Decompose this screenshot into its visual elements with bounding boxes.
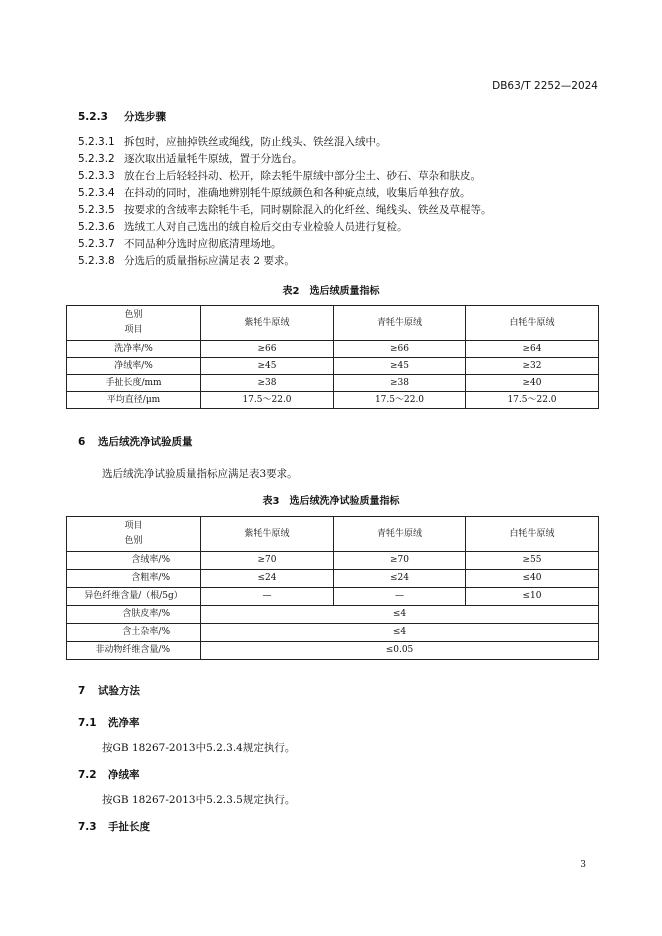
page-number: 3	[580, 860, 586, 870]
section-6-number: 6	[78, 436, 86, 448]
step-1	[78, 134, 387, 149]
section-7-title: 试验方法	[98, 685, 140, 697]
table-3-col-header: 青牦牛原绒	[334, 517, 466, 552]
step-2	[78, 151, 303, 166]
table-row	[67, 375, 599, 392]
section-71-heading	[78, 715, 140, 730]
table-row	[67, 624, 599, 642]
table-2-col-header: 青牦牛原绒	[334, 306, 466, 341]
cell-value: ≤40	[466, 570, 599, 588]
cell-value: ≥38	[201, 375, 334, 392]
step-3-number: 5.2.3.3	[78, 170, 115, 182]
document-id: DB63/T 2252—2024	[492, 80, 598, 92]
step-5-text: 按要求的含绒率去除牦牛毛，同时剔除混入的化纤丝、绳线头、铁丝及草棍等。	[124, 204, 492, 216]
row-label: 含粗率/%	[67, 570, 201, 588]
section-523-heading	[78, 109, 166, 124]
step-5	[78, 202, 492, 217]
table-2-col-header: 白牦牛原绒	[466, 306, 599, 341]
section-71-text: 按GB 18267-2013中5.2.3.4规定执行。	[102, 742, 296, 754]
cell-value: ≥55	[466, 552, 599, 570]
section-6-heading	[78, 434, 193, 449]
cell-value: ≥38	[334, 375, 466, 392]
table-row	[67, 606, 599, 624]
row-label: 异色纤维含量/（根/5g）	[67, 588, 201, 606]
step-7	[78, 236, 282, 251]
table-row	[67, 358, 599, 375]
section-72-text: 按GB 18267-2013中5.2.3.5规定执行。	[102, 794, 296, 806]
cell-value: ≥32	[466, 358, 599, 375]
step-2-text: 逐次取出适量牦牛原绒，置于分选台。	[124, 153, 303, 165]
step-3-text: 放在台上后轻轻抖动、松开，除去牦牛原绒中部分尘土、砂石、草杂和肤皮。	[124, 170, 481, 182]
table-3-corner-bottom: 色别	[124, 536, 143, 546]
cell-value: ≥70	[334, 552, 466, 570]
table-row	[67, 392, 599, 409]
cell-value: —	[201, 588, 334, 606]
row-label: 净绒率/%	[67, 358, 201, 375]
cell-value: ≤24	[201, 570, 334, 588]
cell-value: 17.5～22.0	[334, 392, 466, 409]
step-7-text: 不同品种分选时应彻底清理场地。	[124, 238, 282, 250]
table-2-col-header: 紫牦牛原绒	[201, 306, 334, 341]
step-6-number: 5.2.3.6	[78, 221, 115, 233]
table-2-corner-top: 色别	[124, 310, 143, 320]
section-72-heading	[78, 767, 140, 782]
step-1-number: 5.2.3.1	[78, 136, 115, 148]
table-row	[67, 570, 599, 588]
row-label: 洗净率/%	[67, 341, 201, 358]
table-2	[66, 305, 599, 409]
cell-value: ≥70	[201, 552, 334, 570]
step-3	[78, 168, 481, 183]
cell-value: ≥66	[334, 341, 466, 358]
table-2-corner-cell	[67, 306, 201, 341]
section-523-number: 5.2.3	[78, 111, 108, 123]
section-71-title: 洗净率	[108, 717, 140, 729]
table-2-corner-bottom: 项目	[124, 325, 143, 335]
cell-value: ≥66	[201, 341, 334, 358]
step-6-text: 选绒工人对自己选出的绒自检后交由专业检验人员进行复检。	[124, 221, 408, 233]
cell-value: ≤24	[334, 570, 466, 588]
cell-value: ≤10	[466, 588, 599, 606]
step-4	[78, 185, 471, 200]
table-3	[66, 516, 599, 660]
merged-cell-value: ≤0.05	[201, 642, 599, 660]
table-3-corner-cell	[67, 517, 201, 552]
section-73-heading	[78, 819, 150, 834]
cell-value: ≥64	[466, 341, 599, 358]
cell-value: 17.5～22.0	[201, 392, 334, 409]
row-label: 含土杂率/%	[67, 624, 201, 642]
cell-value: —	[334, 588, 466, 606]
section-72-number: 7.2	[78, 769, 97, 781]
merged-cell-value: ≤4	[201, 606, 599, 624]
cell-value: ≥45	[334, 358, 466, 375]
step-2-number: 5.2.3.2	[78, 153, 115, 165]
row-label: 含肤皮率/%	[67, 606, 201, 624]
table-3-corner-top: 项目	[124, 521, 143, 531]
row-label: 手扯长度/mm	[67, 375, 201, 392]
table-row	[67, 341, 599, 358]
section-72-title: 净绒率	[108, 769, 140, 781]
step-8	[78, 253, 295, 268]
table-3-col-header: 白牦牛原绒	[466, 517, 599, 552]
table-2-caption: 表2 选后绒质量指标	[282, 286, 380, 297]
section-7-heading	[78, 683, 140, 698]
section-7-number: 7	[78, 685, 86, 697]
table-row	[67, 588, 599, 606]
section-6-title: 选后绒洗净试验质量	[98, 436, 193, 448]
table-row	[67, 552, 599, 570]
step-7-number: 5.2.3.7	[78, 238, 115, 250]
table-row	[67, 642, 599, 660]
section-73-title: 手扯长度	[108, 821, 150, 833]
step-4-number: 5.2.3.4	[78, 187, 115, 199]
section-6-text: 选后绒洗净试验质量指标应满足表3要求。	[102, 468, 298, 480]
table-3-caption: 表3 选后绒洗净试验质量指标	[262, 496, 400, 507]
step-5-number: 5.2.3.5	[78, 204, 115, 216]
step-1-text: 拆包时，应抽掉铁丝或绳线，防止线头、铁丝混入绒中。	[124, 136, 387, 148]
section-71-number: 7.1	[78, 717, 97, 729]
section-73-number: 7.3	[78, 821, 97, 833]
cell-value: ≥45	[201, 358, 334, 375]
step-8-text: 分选后的质量指标应满足表 2 要求。	[124, 255, 295, 267]
table-3-col-header: 紫牦牛原绒	[201, 517, 334, 552]
step-4-text: 在抖动的同时，准确地辨别牦牛原绒颜色和各种疵点绒，收集后单独存放。	[124, 187, 471, 199]
section-523-title: 分选步骤	[124, 111, 166, 123]
merged-cell-value: ≤4	[201, 624, 599, 642]
cell-value: ≥40	[466, 375, 599, 392]
step-8-number: 5.2.3.8	[78, 255, 115, 267]
cell-value: 17.5～22.0	[466, 392, 599, 409]
row-label: 平均直径/μm	[67, 392, 201, 409]
step-6	[78, 219, 408, 234]
row-label: 含绒率/%	[67, 552, 201, 570]
row-label: 非动物纤维含量/%	[67, 642, 201, 660]
